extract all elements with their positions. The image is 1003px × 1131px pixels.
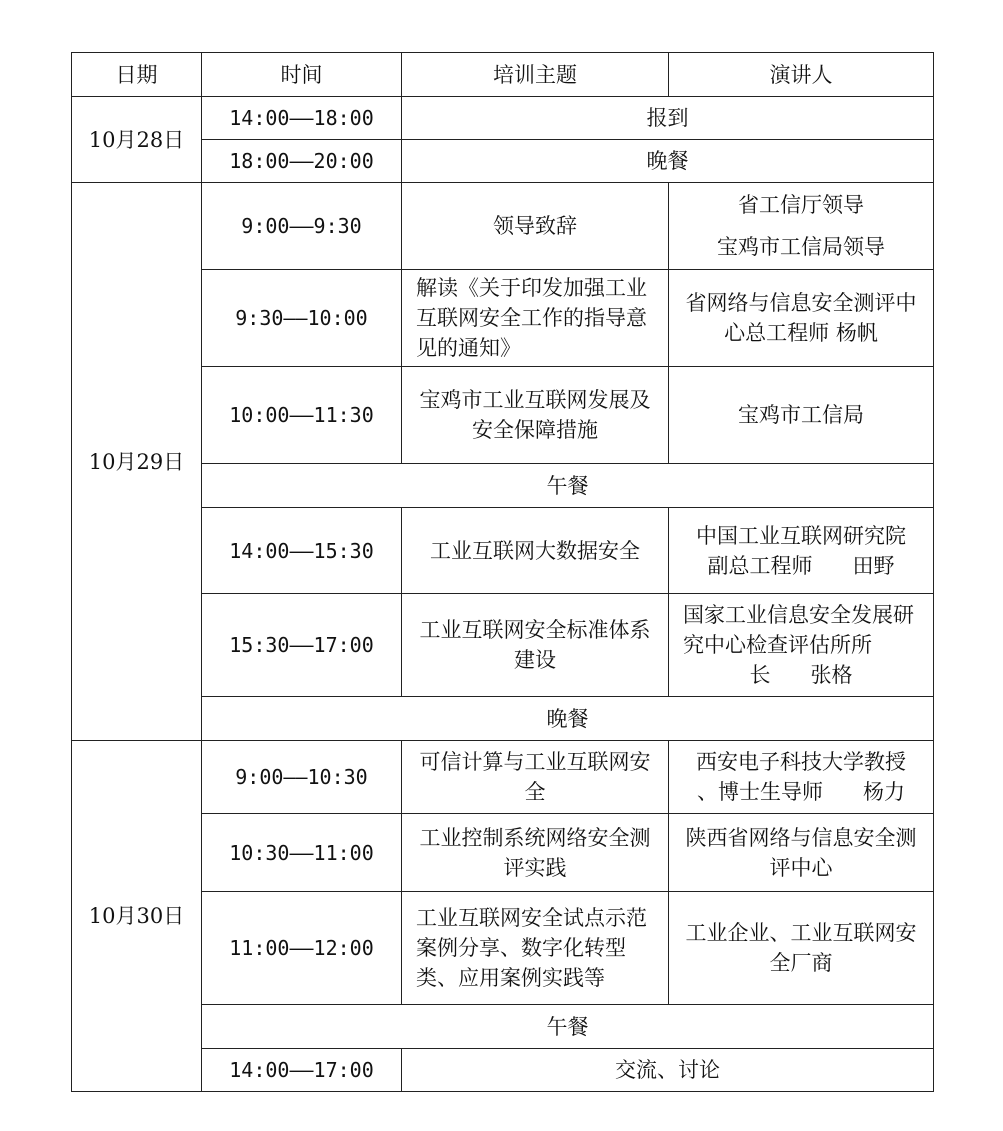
header-topic: 培训主题 xyxy=(402,53,669,97)
table-row xyxy=(72,892,934,1005)
speaker-line: 宝鸡市工信局领导 xyxy=(717,235,885,259)
schedule-table xyxy=(71,52,934,1092)
speaker-name: 张格 xyxy=(810,663,853,687)
topic-cell: 可信计算与工业互联网安全 xyxy=(402,741,669,814)
time-cell: 9:00——10:30 xyxy=(202,741,402,814)
table-row xyxy=(72,508,934,594)
time-cell: 10:30——11:00 xyxy=(202,814,402,892)
speaker-cell: 省网络与信息安全测评中心总工程师 杨帆 xyxy=(669,270,934,367)
activity-cell: 交流、讨论 xyxy=(402,1049,934,1092)
time-cell: 14:00——15:30 xyxy=(202,508,402,594)
topic-cell: 工业互联网安全标准体系建设 xyxy=(402,594,669,697)
meal-cell: 午餐 xyxy=(202,464,934,508)
header-speaker: 演讲人 xyxy=(669,53,934,97)
speaker-cell: 宝鸡市工信局 xyxy=(669,367,934,464)
speaker-cell xyxy=(669,183,934,270)
speaker-name: 田野 xyxy=(852,553,895,578)
time-cell: 10:00——11:30 xyxy=(202,367,402,464)
table-row xyxy=(72,367,934,464)
time-cell: 18:00——20:00 xyxy=(202,140,402,183)
activity-cell: 晚餐 xyxy=(402,140,934,183)
time-cell: 9:30——10:00 xyxy=(202,270,402,367)
table-row xyxy=(72,1005,934,1049)
header-row xyxy=(72,53,934,97)
table-row xyxy=(72,741,934,814)
topic-cell: 工业控制系统网络安全测评实践 xyxy=(402,814,669,892)
speaker-cell xyxy=(669,741,934,814)
table-row xyxy=(72,1049,934,1092)
table-row xyxy=(72,97,934,140)
speaker-line xyxy=(683,551,919,581)
speaker-cell: 工业企业、工业互联网安全厂商 xyxy=(669,892,934,1005)
topic-cell: 宝鸡市工业互联网发展及安全保障措施 xyxy=(402,367,669,464)
speaker-name: 杨力 xyxy=(863,780,905,804)
topic-cell: 领导致辞 xyxy=(402,183,669,270)
speaker-line: 西安电子科技大学教授 xyxy=(696,750,906,774)
table-row xyxy=(72,140,934,183)
time-cell: 15:30——17:00 xyxy=(202,594,402,697)
date-cell: 10月30日 xyxy=(72,741,202,1092)
meal-cell: 午餐 xyxy=(202,1005,934,1049)
speaker-line: 中国工业互联网研究院 xyxy=(696,523,906,548)
speaker-cell xyxy=(669,508,934,594)
table-row xyxy=(72,464,934,508)
speaker-title: 长 xyxy=(749,663,771,687)
header-time: 时间 xyxy=(202,53,402,97)
speaker-line: 国家工业信息安全发展研究中心检查评估所所 xyxy=(683,603,914,657)
topic-cell: 工业互联网安全试点示范案例分享、数字化转型类、应用案例实践等 xyxy=(402,892,669,1005)
activity-cell: 报到 xyxy=(402,97,934,140)
header-date: 日期 xyxy=(72,53,202,97)
time-cell: 9:00——9:30 xyxy=(202,183,402,270)
speaker-title: 、博士生导师 xyxy=(697,780,823,804)
topic-cell: 解读《关于印发加强工业互联网安全工作的指导意见的通知》 xyxy=(402,270,669,367)
speaker-cell xyxy=(669,594,934,697)
speaker-title: 副总工程师 xyxy=(707,553,813,578)
speaker-line xyxy=(683,777,919,807)
table-row xyxy=(72,814,934,892)
speaker-line xyxy=(683,660,919,690)
topic-cell: 工业互联网大数据安全 xyxy=(402,508,669,594)
time-cell: 14:00——18:00 xyxy=(202,97,402,140)
time-cell: 14:00——17:00 xyxy=(202,1049,402,1092)
speaker-line: 省工信厅领导 xyxy=(738,193,864,217)
date-cell: 10月29日 xyxy=(72,183,202,741)
time-cell: 11:00——12:00 xyxy=(202,892,402,1005)
table-row xyxy=(72,183,934,270)
date-cell: 10月28日 xyxy=(72,97,202,183)
meal-cell: 晚餐 xyxy=(202,697,934,741)
table-row xyxy=(72,594,934,697)
table-row xyxy=(72,697,934,741)
table-row xyxy=(72,270,934,367)
speaker-cell: 陕西省网络与信息安全测评中心 xyxy=(669,814,934,892)
